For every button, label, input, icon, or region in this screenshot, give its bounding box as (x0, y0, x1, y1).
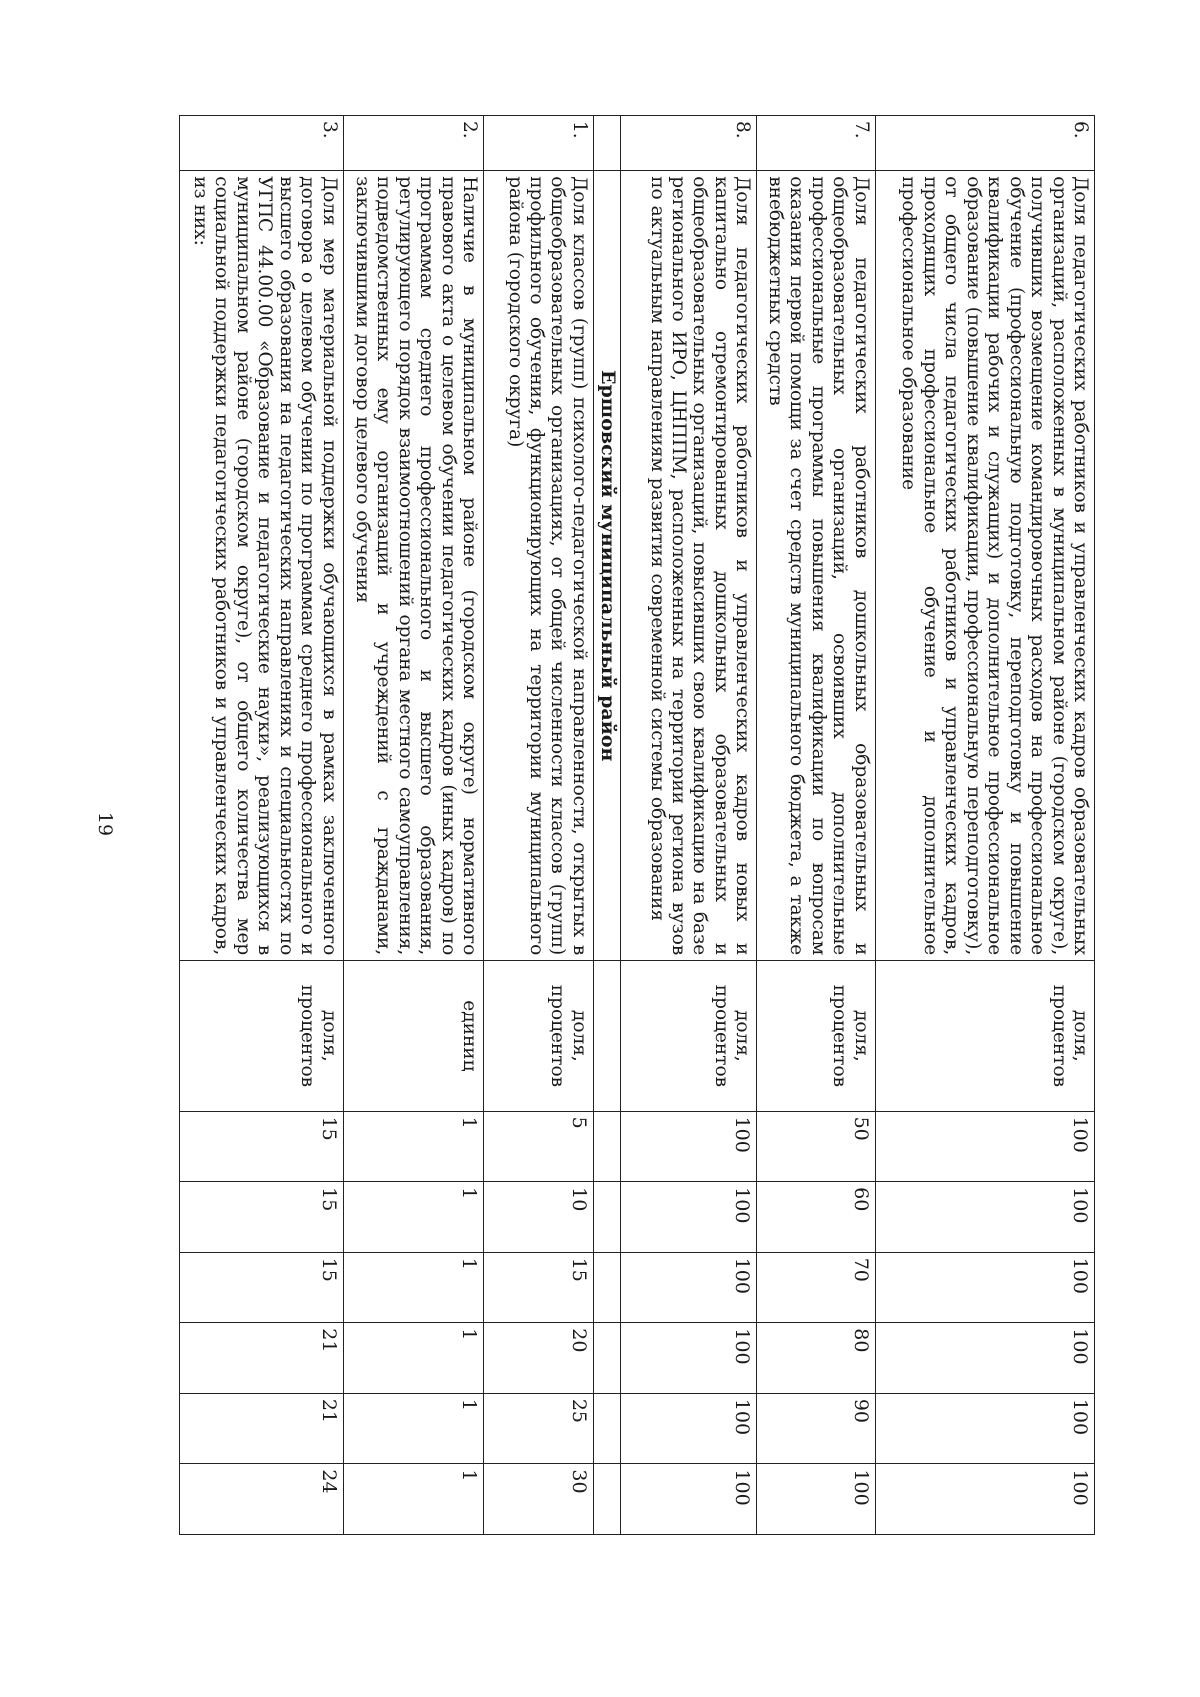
table-row (875, 116, 1094, 1535)
value-cell: 100 (620, 1111, 757, 1182)
value-cell: 1 (343, 1323, 484, 1394)
indicator-name: Доля педагогических работников и управленческих кадров образовательных организаций, расположенных в муниципальном районе (городском округе), получивших возмещение командировочных расходов на профессиональное обучение (профессиональную подготовку, переподготовку и повышение квалификации рабочих и служащих) и дополнительное профессиональное образование (повышение квалификации, профессиональную переподготовку), от общего числа педагогических работников и управленческих кадров, проходящих профессиональное обучение и дополнительное профессиональное образование (875, 171, 1094, 961)
value-cell: 15 (484, 1252, 594, 1323)
table-row (484, 116, 594, 1535)
value-cell: 30 (484, 1464, 594, 1535)
value-cell: 100 (620, 1182, 757, 1253)
value-cell: 90 (757, 1393, 875, 1464)
indicators-table (179, 115, 1095, 1535)
indicator-name: Доля педагогических работников дошкольных образовательных и общеобразовательных организаций, освоивших дополнительные профессиональные программы повышения квалификации по вопросам оказания первой помощи за счет средств муниципального бюджета, а также внебюджетных средств (757, 171, 875, 961)
value-cell: 60 (757, 1182, 875, 1253)
row-number: 3. (180, 116, 344, 171)
value-cell: 15 (180, 1111, 344, 1182)
value-cell: 1 (343, 1252, 484, 1323)
unit-cell: единиц (343, 961, 484, 1111)
value-cell: 100 (620, 1464, 757, 1535)
table-row (620, 116, 757, 1535)
indicator-name: Наличие в муниципальном районе (городском округе) нормативного правового акта о целевом обучении педагогических кадров (иных кадров) по программам среднего профессионального и высшего образования, регулирующего порядок взаимоотношений органа местного самоуправления, подведомственных ему организаций и учреждений с гражданами, заключившими договор целевого обучения (343, 171, 484, 961)
indicator-name: Доля педагогических работников и управленческих кадров новых и капитально отремонтированных дошкольных образовательных и общеобразовательных организаций, повысивших свою квалификацию на базе регионального ИРО, ЦНППМ, расположенных на территории региона вузов по актуальным направлениям развития современной системы образования (620, 171, 757, 961)
indicator-name: Доля классов (групп) психолого-педагогической направленности, открытых в общеобразовательных организациях, от общей численности классов (групп) профильного обучения, функционирующих на территории муниципального района (городского округа) (484, 171, 594, 961)
section-title: Ершовский муниципальный район (593, 171, 620, 961)
section-spacer (593, 1393, 620, 1464)
value-cell: 15 (180, 1252, 344, 1323)
value-cell: 70 (757, 1252, 875, 1323)
table-row (757, 116, 875, 1535)
unit-cell: доля, процентов (875, 961, 1094, 1111)
section-header-row (593, 116, 620, 1535)
row-number: 2. (343, 116, 484, 171)
value-cell: 80 (757, 1323, 875, 1394)
value-cell: 100 (875, 1464, 1094, 1535)
value-cell: 100 (875, 1252, 1094, 1323)
value-cell: 21 (180, 1323, 344, 1394)
row-number: 8. (620, 116, 757, 171)
row-number: 7. (757, 116, 875, 171)
value-cell: 21 (180, 1393, 344, 1464)
unit-cell: доля, процентов (484, 961, 594, 1111)
value-cell: 50 (757, 1111, 875, 1182)
value-cell: 100 (620, 1393, 757, 1464)
section-spacer (593, 1464, 620, 1535)
value-cell: 15 (180, 1182, 344, 1253)
unit-cell: доля, процентов (620, 961, 757, 1111)
value-cell: 10 (484, 1182, 594, 1253)
page-number: 19 (94, 811, 116, 837)
value-cell: 20 (484, 1323, 594, 1394)
value-cell: 100 (620, 1323, 757, 1394)
section-spacer (593, 1323, 620, 1394)
section-spacer (593, 1252, 620, 1323)
unit-cell: доля, процентов (757, 961, 875, 1111)
section-spacer (593, 961, 620, 1111)
unit-cell: доля, процентов (180, 961, 344, 1111)
value-cell: 100 (875, 1323, 1094, 1394)
value-cell: 100 (875, 1111, 1094, 1182)
value-cell: 100 (875, 1182, 1094, 1253)
value-cell: 1 (343, 1182, 484, 1253)
table-row (180, 116, 344, 1535)
value-cell: 1 (343, 1464, 484, 1535)
value-cell: 5 (484, 1111, 594, 1182)
value-cell: 100 (875, 1393, 1094, 1464)
section-spacer (593, 116, 620, 171)
row-number: 6. (875, 116, 1094, 171)
indicator-name: Доля мер материальной поддержки обучающихся в рамках заключенного договора о целевом обучении по программам среднего профессионального и высшего образования на педагогических направлениях и специальностях по УГПС 44.00.00 «Образование и педагогические науки», реализующихся в муниципальном районе (городском округе), от общего количества мер социальной поддержки педагогических работников и управленческих кадров, из них: (180, 171, 344, 961)
value-cell: 100 (757, 1464, 875, 1535)
value-cell: 1 (343, 1111, 484, 1182)
value-cell: 24 (180, 1464, 344, 1535)
section-spacer (593, 1111, 620, 1182)
rotated-table-container (179, 115, 1095, 1535)
row-number: 1. (484, 116, 594, 171)
value-cell: 100 (620, 1252, 757, 1323)
value-cell: 25 (484, 1393, 594, 1464)
section-spacer (593, 1182, 620, 1253)
value-cell: 1 (343, 1393, 484, 1464)
table-row (343, 116, 484, 1535)
